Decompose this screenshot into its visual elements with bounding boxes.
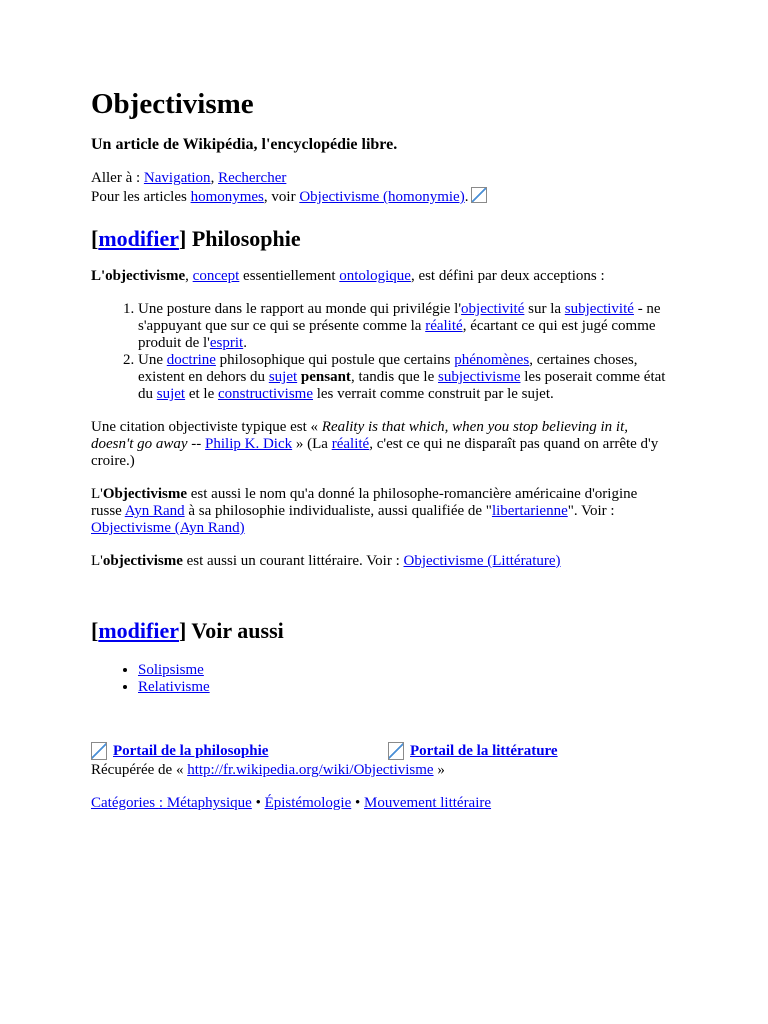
jump-separator: , [210, 170, 219, 186]
text: Récupérée de « [91, 762, 188, 778]
doctrine-link[interactable]: doctrine [166, 352, 216, 368]
ayn-rand-link[interactable]: Ayn Rand [124, 503, 185, 519]
text: et le [185, 386, 218, 402]
source-url-link[interactable]: http://fr.wikipedia.org/wiki/Objectivisme [187, 762, 434, 778]
text: » [433, 762, 445, 778]
text: les poserait comme état du [138, 369, 666, 402]
navigation-link[interactable]: Navigation [143, 170, 211, 186]
jump-links [91, 170, 671, 187]
text: sur la [524, 301, 565, 317]
concept-link[interactable]: concept [192, 268, 240, 284]
homonym-middle: , voir [263, 189, 300, 205]
phenomenes-link[interactable]: phénomènes [454, 352, 530, 368]
text: essentiellement [239, 268, 340, 284]
objectivisme-litterature-link[interactable]: Objectivisme (Littérature) [403, 553, 561, 569]
page-title: Objectivisme [91, 88, 254, 120]
text: Une posture dans le rapport au monde qui privilégie l' [138, 301, 462, 317]
text: , certaines choses, existent en dehors du [138, 352, 638, 385]
search-link[interactable]: Rechercher [218, 170, 287, 186]
relativisme-link[interactable]: Relativisme [138, 679, 210, 695]
sujet-link[interactable]: sujet [268, 369, 298, 385]
bracket-open: [ [91, 618, 99, 643]
portal-literature-icon[interactable] [388, 742, 404, 760]
subjectivisme-link[interactable]: subjectivisme [438, 369, 521, 385]
section-heading-philosophie [91, 226, 671, 252]
objectivisme-ayn-rand-link[interactable]: Objectivisme (Ayn Rand) [91, 520, 245, 536]
jump-prefix: Aller à : [91, 170, 144, 186]
edit-section-voir-aussi[interactable]: modifier [98, 618, 179, 643]
philip-k-dick-link[interactable]: Philip K. Dick [205, 436, 293, 452]
text: L' [91, 486, 103, 502]
portal-literature-link[interactable]: Portail de la littérature [410, 742, 558, 759]
category-separator: • [251, 795, 265, 811]
categories-link[interactable]: Catégories [91, 795, 159, 811]
see-also-list [91, 662, 671, 696]
libertarienne-link[interactable]: libertarienne [491, 503, 568, 519]
text: . [243, 335, 247, 351]
text: , [185, 268, 193, 284]
subjectivite-link[interactable]: subjectivité [564, 301, 634, 317]
section-title: Voir aussi [191, 618, 284, 643]
bold-text: pensant [297, 369, 351, 385]
edit-section-philosophie[interactable]: modifier [98, 226, 179, 251]
category-mouvement-litteraire-link[interactable]: Mouvement littéraire [364, 795, 492, 811]
section-heading-voir-aussi [91, 618, 671, 644]
bracket-close: ] [178, 226, 192, 251]
list-item [138, 301, 671, 352]
quote-paragraph [91, 419, 671, 470]
objectivite-link[interactable]: objectivité [461, 301, 525, 317]
homonymie-link[interactable]: Objectivisme (homonymie) [299, 189, 465, 205]
text: Une citation objectiviste typique est « [91, 419, 322, 435]
text: -- [187, 436, 206, 452]
text: , écartant ce qui est jugé comme produit de l' [138, 318, 656, 351]
homonym-prefix: Pour les articles [91, 189, 191, 205]
homonym-note [91, 187, 671, 206]
text: philosophique qui postule que certains [215, 352, 455, 368]
article-content [91, 86, 671, 812]
disambiguation-icon [471, 187, 487, 203]
text: , tandis que le [350, 369, 439, 385]
text: les verrait comme construit par le sujet. [312, 386, 554, 402]
homonym-suffix: . [464, 189, 469, 205]
category-separator: • [351, 795, 364, 811]
ontologique-link[interactable]: ontologique [339, 268, 411, 284]
quote-text: Reality is that which, when you stop believing in it, doesn't go away [91, 419, 628, 452]
list-item [138, 679, 671, 696]
category-metaphysique-link[interactable]: Métaphysique [166, 795, 252, 811]
realite-link-2[interactable]: réalité [331, 436, 370, 452]
text: est aussi un courant littéraire. Voir : [182, 553, 404, 569]
text: à sa philosophie individualiste, aussi qualifiée de " [184, 503, 492, 519]
portal-literature [388, 742, 558, 760]
bold-text: objectivisme [102, 553, 183, 569]
text: , c'est ce qui ne disparaît pas quand on arrête d'y croire.) [91, 436, 659, 469]
homonymes-link[interactable]: homonymes [190, 189, 264, 205]
categories-bar [91, 795, 671, 812]
intro-term: L'objectivisme [91, 268, 186, 284]
text: ". Voir : [567, 503, 615, 519]
intro-paragraph [91, 268, 671, 285]
category-epistemologie-link[interactable]: Épistémologie [264, 795, 352, 811]
solipsisme-link[interactable]: Solipsisme [138, 662, 204, 678]
sujet-link-2[interactable]: sujet [156, 386, 186, 402]
portal-philosophy-icon[interactable] [91, 742, 107, 760]
portal-philosophy-link[interactable]: Portail de la philosophie [113, 742, 269, 759]
text: Une [138, 352, 167, 368]
site-subtitle: Un article de Wikipédia, l'encyclopédie libre. [91, 136, 398, 153]
litterature-paragraph [91, 553, 671, 570]
constructivisme-link[interactable]: constructivisme [218, 386, 313, 402]
text: L' [91, 553, 103, 569]
realite-link[interactable]: réalité [425, 318, 463, 334]
bracket-open: [ [91, 226, 99, 251]
list-item [138, 352, 671, 403]
text: - ne s'appuyant que sur ce qui se présente comme la [138, 301, 661, 334]
retrieved-from [91, 762, 671, 779]
section-title: Philosophie [191, 226, 301, 251]
text: » (La [292, 436, 332, 452]
bracket-close: ] [178, 618, 192, 643]
ayn-rand-paragraph [91, 486, 671, 537]
text: , est défini par deux acceptions : [410, 268, 605, 284]
categories-colon[interactable]: : [158, 795, 167, 811]
bold-text: Objectivisme [102, 486, 188, 502]
esprit-link[interactable]: esprit [209, 335, 244, 351]
portal-philosophy [91, 742, 388, 760]
list-item [138, 662, 671, 679]
text: est aussi le nom qu'a donné la philosophe-romancière américaine d'origine russe [91, 486, 638, 519]
definitions-list [91, 301, 671, 403]
portal-bar [91, 742, 671, 760]
